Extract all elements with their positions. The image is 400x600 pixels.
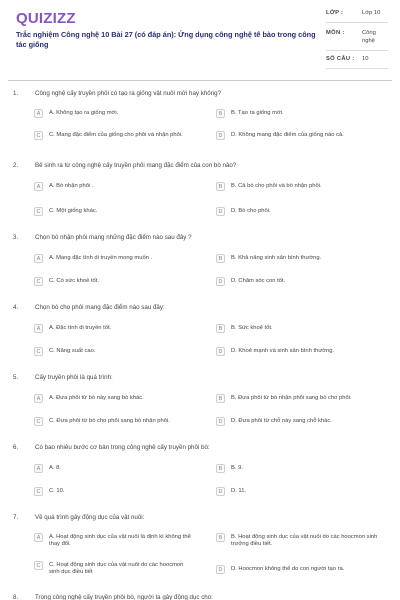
meta-subject-label: MÔN : bbox=[326, 30, 345, 36]
option-letter-box: B bbox=[216, 533, 225, 542]
option-text: B. Sức khoẻ tốt. bbox=[231, 325, 273, 331]
option-text: A. Đặc tính di truyền tốt. bbox=[49, 325, 112, 331]
question-3 bbox=[0, 234, 400, 296]
option-letter-box: D bbox=[216, 207, 225, 216]
option-letter-box: C bbox=[34, 207, 43, 216]
meta-count-label: SỐ CÂU : bbox=[326, 56, 355, 62]
option-text: C. Một giống khác. bbox=[49, 208, 98, 214]
question-5 bbox=[0, 374, 400, 436]
meta-count-row bbox=[326, 56, 388, 68]
option-letter-box: A bbox=[34, 182, 43, 191]
option-letter-box: B bbox=[216, 254, 225, 263]
option-text: C. Năng suất cao. bbox=[49, 348, 96, 354]
option-text: B. Khả năng sinh sản bình thường. bbox=[231, 255, 322, 261]
option-letter-box: C bbox=[34, 131, 43, 140]
option-letter-box: C bbox=[34, 561, 43, 570]
meta-count-value: 10 bbox=[362, 56, 369, 62]
question-number: 2. bbox=[13, 162, 19, 169]
question-number: 5. bbox=[13, 374, 19, 381]
option-letter-box: D bbox=[216, 417, 225, 426]
option-letter-box: A bbox=[34, 324, 43, 333]
meta-class-label: LỚP : bbox=[326, 10, 344, 16]
question-text: Có bao nhiêu bước cơ bản trong công nghệ cấy truyền phôi bò: bbox=[35, 444, 210, 451]
question-number: 8. bbox=[13, 594, 19, 600]
quizizz-logo[interactable]: QUIZIZZ bbox=[16, 10, 76, 27]
option-letter-box: A bbox=[34, 533, 43, 542]
header-divider bbox=[8, 80, 392, 81]
option-text: B. Cả bò cho phôi và bò nhận phôi. bbox=[231, 183, 322, 189]
option-text: D. Hoocmon không thể do con người tạo ra. bbox=[231, 566, 345, 572]
meta-class-value: Lớp 10 bbox=[362, 10, 381, 16]
option-letter-box: D bbox=[216, 487, 225, 496]
option-text: B. 9. bbox=[231, 465, 243, 471]
option-letter-box: C bbox=[34, 417, 43, 426]
question-text: Bê sinh ra từ công nghệ cấy truyền phôi mang đặc điểm của con bò nào? bbox=[35, 162, 237, 169]
option-letter-box: B bbox=[216, 324, 225, 333]
option-text: D. Không mang đặc điểm của giống nào cả. bbox=[231, 132, 344, 138]
question-6 bbox=[0, 444, 400, 506]
option-text: C. Hoạt động sinh dục của vật nuôi do các hoocmon sinh dục điều tiết bbox=[49, 562, 184, 576]
option-text: A. Hoạt động sinh dục của vật nuôi là định kì không thể thay đổi. bbox=[49, 534, 191, 548]
question-number: 1. bbox=[13, 90, 19, 97]
question-4 bbox=[0, 304, 400, 366]
option-text: D. Chăm sóc con tốt. bbox=[231, 278, 286, 284]
option-letter-box: A bbox=[34, 394, 43, 403]
option-text: D. Đưa phôi từ chỗ này sang chỗ khác. bbox=[231, 418, 332, 424]
question-number: 7. bbox=[13, 514, 19, 521]
question-text: Trong công nghệ cấy truyền phôi bò, người ta gây động dục cho: bbox=[35, 594, 213, 600]
option-letter-box: C bbox=[34, 347, 43, 356]
option-text: B. Tạo ra giống mới. bbox=[231, 110, 284, 116]
option-letter-box: A bbox=[34, 109, 43, 118]
meta-divider bbox=[326, 22, 388, 23]
question-text: Công nghệ cấy truyền phôi có tạo ra giống vật nuôi mới hay không? bbox=[35, 90, 222, 97]
option-text: A. 8. bbox=[49, 465, 61, 471]
meta-subject-row bbox=[326, 30, 388, 48]
option-letter-box: C bbox=[34, 277, 43, 286]
worksheet-header bbox=[0, 0, 400, 78]
option-letter-box: B bbox=[216, 464, 225, 473]
meta-subject-value: Công nghệ bbox=[362, 30, 376, 44]
option-letter-box: D bbox=[216, 347, 225, 356]
option-letter-box: A bbox=[34, 464, 43, 473]
question-2 bbox=[0, 162, 400, 224]
option-text: A. Mang đặc tính di truyền mong muốn . bbox=[49, 255, 153, 261]
option-letter-box: D bbox=[216, 277, 225, 286]
option-letter-box: B bbox=[216, 182, 225, 191]
option-text: B. Hoạt động sinh dục của vật nuôi do các hoocmon sinh trưởng điều tiết. bbox=[231, 534, 378, 548]
option-text: C. Có sức khoẻ tốt. bbox=[49, 278, 99, 284]
meta-class-row bbox=[326, 10, 388, 22]
meta-divider bbox=[326, 68, 388, 69]
option-letter-box: D bbox=[216, 565, 225, 574]
question-text: Chọn bò cho phôi mang đặc điểm nào sau đây: bbox=[35, 304, 165, 311]
option-letter-box: C bbox=[34, 487, 43, 496]
question-7 bbox=[0, 514, 400, 586]
question-number: 4. bbox=[13, 304, 19, 311]
option-text: C. 10. bbox=[49, 488, 65, 494]
option-text: D. Khoẻ mạnh và sinh sản bình thường. bbox=[231, 348, 335, 354]
question-text: Về quá trình gây động dục của vật nuôi: bbox=[35, 514, 145, 521]
option-text: A. Không tạo ra giống mới. bbox=[49, 110, 119, 116]
question-text: Chọn bò nhận phôi mang những đặc điểm nào sau đây ? bbox=[35, 234, 192, 241]
option-letter-box: D bbox=[216, 131, 225, 140]
option-text: C. Đưa phôi từ bò cho phôi sang bò nhận phôi. bbox=[49, 418, 170, 424]
option-text: B. Đưa phôi từ bò nhận phôi sang bò cho phôi. bbox=[231, 395, 352, 401]
option-text: C. Mang đặc điểm của giống cho phôi và nhận phôi. bbox=[49, 132, 183, 138]
question-8 bbox=[0, 594, 400, 600]
question-number: 3. bbox=[13, 234, 19, 241]
option-letter-box: B bbox=[216, 109, 225, 118]
option-text: D. 11. bbox=[231, 488, 247, 494]
question-1 bbox=[0, 90, 400, 152]
option-text: A. Bò nhận phôi . bbox=[49, 183, 94, 189]
option-letter-box: B bbox=[216, 394, 225, 403]
question-number: 6. bbox=[13, 444, 19, 451]
option-text: D. Bò cho phôi. bbox=[231, 208, 271, 214]
worksheet-title: Trắc nghiệm Công nghệ 10 Bài 27 (có đáp án): Ứng dụng công nghệ tế bào trong công tác giống bbox=[16, 30, 316, 49]
meta-divider bbox=[326, 50, 388, 51]
question-text: Cấy truyền phôi là quá trình: bbox=[35, 374, 113, 381]
option-text: A. Đưa phôi từ bò này sang bò khác. bbox=[49, 395, 144, 401]
option-letter-box: A bbox=[34, 254, 43, 263]
